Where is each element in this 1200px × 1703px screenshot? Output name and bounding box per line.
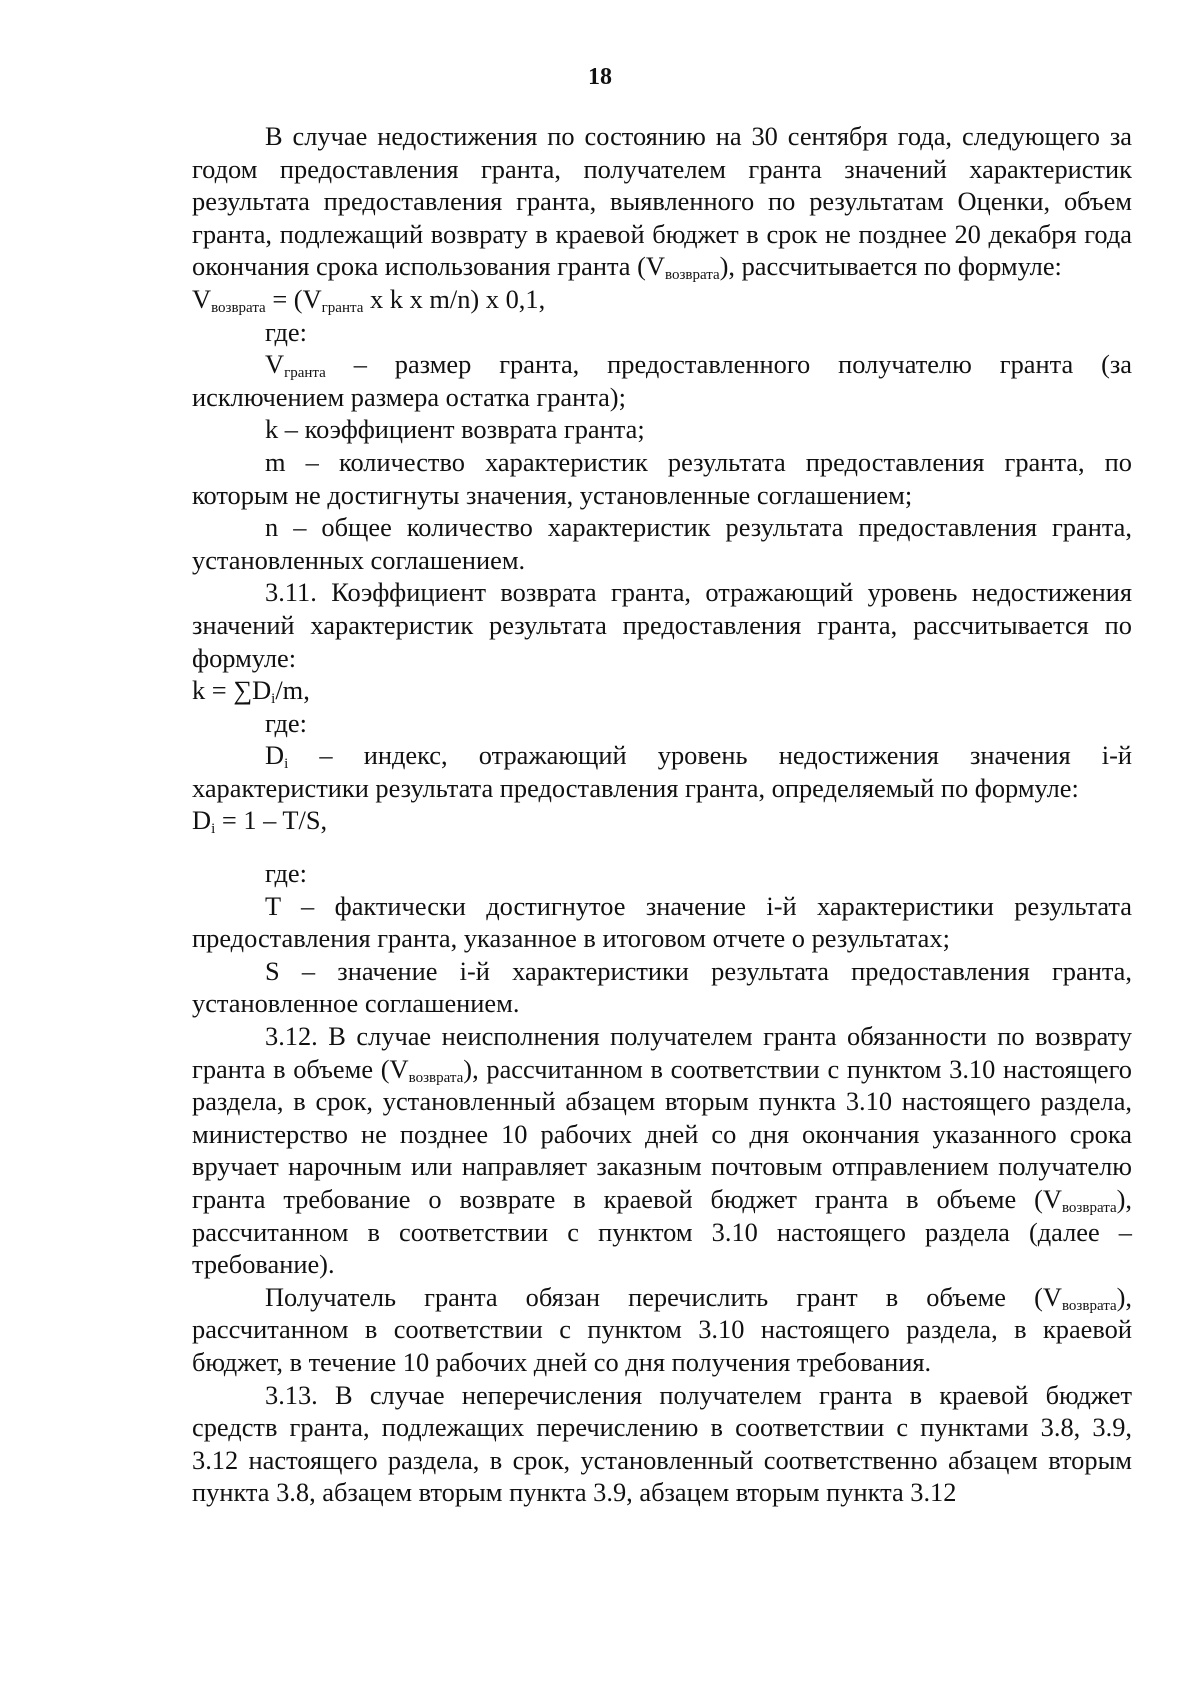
definition-n: n – общее количество характеристик результата предоставления гранта, установленных соглашением.	[192, 512, 1132, 575]
definition-k: k – коэффициент возврата гранта;	[265, 414, 645, 445]
definition-t: T – фактически достигнутое значение i-й характеристики результата предоставления гранта, указанное в итоговом отчете о результатах;	[192, 890, 1132, 954]
definition-m: m – количество характеристик результата предоставления гранта, по которым не достигнуты значения, установленные соглашением;	[192, 446, 1132, 510]
paragraph-return-conditions: В случае недостижения по состоянию на 30 сентября года, следующего за годом предоставления гранта, получателем гранта значений характеристик результата предоставления гранта, выявленного по результатам Оценки, объем гранта, подлежащий возврату в краевой бюджет в срок не позднее 20 декабря года окончания срока использования гранта $(V_{возврата})$, рассчитывается по формуле:	[192, 121, 1132, 284]
paragraph-3-11: 3.11. Коэффициент возврата гранта, отражающий уровень недостижения значений характеристик результата предоставления гранта, рассчитывается по формуле:	[192, 577, 1132, 673]
where-label: где:	[265, 707, 307, 738]
where-label: где:	[265, 316, 307, 347]
definition-s: S – значение i-й характеристики результата предоставления гранта, установленное соглашением.	[192, 955, 1132, 1019]
formula-v-return: $V_{возврата} = (V_{гранта}$ x k x m/n) x 0,1,	[192, 283, 546, 316]
page-number: 18	[588, 64, 612, 90]
definition-di: $D_i$ – индекс, отражающий уровень недостижения значения i-й характеристики результата предоставления гранта, определяемый по формуле:	[192, 740, 1132, 803]
paragraph-recipient-obligation: Получатель гранта обязан перечислить грант в объеме $(V_{возврата})$, рассчитанном в соответствии с пунктом 3.10 настоящего раздела, в краевой бюджет, в течение 10 рабочих дней со дня получения требования.	[192, 1281, 1132, 1377]
paragraph-3-13: 3.13. В случае неперечисления получателем гранта в краевой бюджет средств гранта, подлежащих перечислению в соответствии с пунктами 3.8, 3.9, 3.12 настоящего раздела, в срок, установленный соответственно абзацем вторым пункта 3.8, абзацем вторым пункта 3.9, абзацем вторым пункта 3.12	[192, 1379, 1132, 1508]
formula-di: $D_i = 1 - T/S$,	[192, 805, 328, 838]
document-body	[192, 120, 1132, 1509]
formula-k: $k = \sum D_i/m$,	[192, 675, 310, 708]
where-label: где:	[265, 858, 307, 889]
definition-v-granta: $V_{гранта}$ – размер гранта, предоставленного получателю гранта (за исключением размера остатка гранта);	[192, 349, 1132, 412]
paragraph-3-12: 3.12. В случае неисполнения получателем гранта обязанности по возврату гранта в объеме $(V_{возврата})$, рассчитанном в соответствии с пунктом 3.10 настоящего раздела, в срок, установленный абзацем вторым пункта 3.10 настоящего раздела, министерство не позднее 10 рабочих дней со дня окончания указанного срока вручает нарочным или направляет заказным почтовым отправлением получателю гранта требование о возврате в краевой бюджет гранта в объеме $(V_{возврата})$, рассчитанном в соответствии с пунктом 3.10 настоящего раздела (далее – требование).	[192, 1021, 1133, 1280]
